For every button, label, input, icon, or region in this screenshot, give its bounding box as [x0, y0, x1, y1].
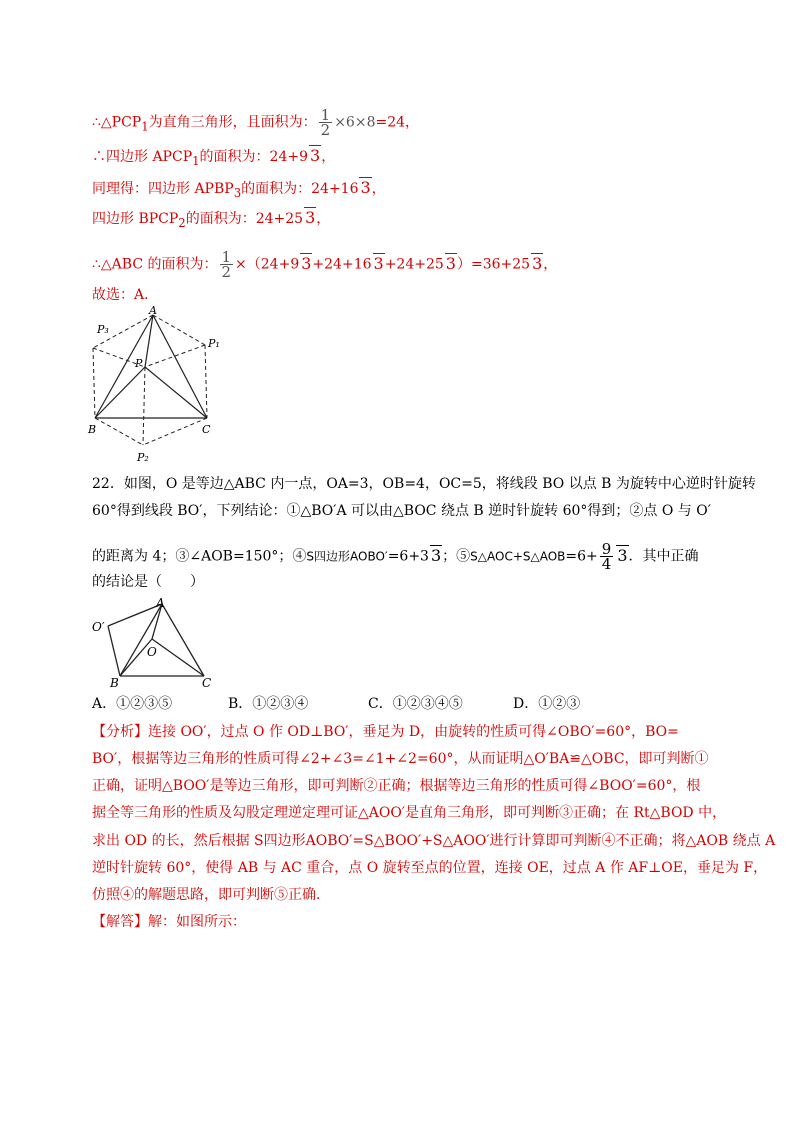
analysis-line-7: 仿照④的解题思路，即可判断⑤正确． — [92, 887, 330, 903]
text: 的面积为：24+16 — [241, 181, 359, 197]
problem-22-line-1: 22．如图，O 是等边△ABC 内一点，OA=3，OB=4，OC=5，将线段 BO 以点 B 为旋转中心逆时针旋转 — [92, 476, 756, 492]
analysis-line-4: 据全等三角形的性质及勾股定理逆定理可证△AOO′是直角三角形，即可判断③正确；在 Rt△BOD 中， — [92, 805, 727, 821]
subscript: 2 — [178, 215, 186, 230]
text: 四边形 BPCP — [92, 211, 179, 227]
analysis-line-1: 【分析】连接 OO′，过点 O 作 OD⊥BO′，垂足为 D，由旋转的性质可得∠OBO′=60°，BO= — [92, 724, 679, 740]
edge-OpA — [108, 604, 162, 626]
text: 的面积为：24+25 — [185, 211, 304, 227]
dash-C-P2 — [143, 418, 207, 445]
label-C: C — [202, 423, 211, 436]
option-D[interactable]: D．①②③ — [513, 696, 581, 712]
radical: 3 — [532, 253, 543, 273]
numerator: 9 — [601, 540, 612, 558]
label-A: A — [149, 305, 157, 317]
label-A: A — [156, 596, 165, 610]
numerator: 1 — [221, 248, 232, 266]
fraction — [220, 250, 234, 279]
denominator: 2 — [221, 263, 232, 281]
label-P2: P₂ — [137, 451, 149, 464]
denominator: 4 — [601, 555, 612, 573]
solution-line-1 — [92, 108, 419, 138]
analysis-line-5: 求出 OD 的长，然后根据 S四边形AOBO′=S△BOO′+S△AOO′进行计算即可判断④不正确；将△AOB 绕点 A — [92, 833, 776, 849]
fraction — [600, 542, 614, 571]
option-B[interactable]: B．①②③④ — [228, 696, 309, 712]
edge-PC — [145, 367, 207, 418]
problem-22-line-4: 的结论是（ ） — [92, 574, 204, 590]
radical: 3 — [360, 178, 371, 197]
text: ．其中正确 — [628, 548, 699, 565]
figure-2 — [90, 594, 230, 689]
solution-line-4 — [92, 207, 330, 233]
radical: 3 — [310, 146, 321, 165]
problem-22-line-2: 60°得到线段 BO′，下列结论：①△BO′A 可以由△BOC 绕点 B 逆时针旋转 60°得到；②点 O 与 O′ — [92, 503, 711, 519]
edge-OC — [152, 639, 204, 676]
text: 同理得：四边形 APBP — [92, 181, 234, 197]
expression: ×6×8 — [334, 114, 376, 131]
text: ， — [321, 149, 336, 165]
analysis-line-3: 正确，证明△BOO′是等边三角形，即可判断②正确；根据等边三角形的性质可得∠BOO′=60°，根 — [92, 778, 701, 794]
label-O: O — [147, 645, 157, 659]
subscript: 1 — [192, 153, 200, 168]
text: ， — [316, 211, 331, 227]
formula-s1: S四边形AOBO′ — [306, 549, 388, 564]
fraction — [319, 108, 333, 137]
text: ∴四边形 APCP — [92, 149, 193, 165]
edge-AB — [120, 604, 162, 676]
numerator: 1 — [320, 106, 331, 124]
analysis-line-8: 【解答】解：如图所示： — [92, 914, 246, 930]
label-B: B — [88, 423, 97, 436]
label-P3: P₃ — [97, 323, 109, 336]
text: =6+3 — [387, 548, 429, 565]
radical: 3 — [373, 253, 384, 273]
text: 为直角三角形，且面积为： — [148, 114, 317, 131]
radical: 3 — [301, 253, 312, 273]
label-B: B — [110, 676, 119, 689]
text: ∴△PCP — [92, 114, 142, 131]
text: +24+25 — [384, 256, 444, 273]
text: ， — [371, 181, 386, 197]
text: ×（24+9 — [235, 256, 300, 273]
label-Op: O′ — [92, 620, 105, 634]
result: =24， — [375, 114, 420, 131]
text: =6+ — [565, 548, 598, 565]
formula-s2: S△AOC+S△AOB — [470, 549, 566, 564]
analysis-line-6: 逆时针旋转 60°，使得 AB 与 AC 重合，点 O 旋转至点的位置，连接 OE，过点 A 作 AF⊥OE，垂足为 F， — [92, 860, 768, 876]
problem-22-line-3 — [92, 542, 699, 576]
denominator: 2 — [320, 121, 331, 139]
subscript: 3 — [233, 185, 242, 200]
dash-P1-C — [205, 345, 207, 418]
dash-P-P2 — [143, 367, 145, 445]
option-C[interactable]: C．①②③④⑤ — [368, 696, 463, 712]
text: ）=36+25 — [456, 256, 531, 273]
text: 的距离为 4；③∠AOB=150°；④ — [92, 548, 307, 565]
analysis-line-2: BO′，根据等边三角形的性质可得∠2+∠3=∠1+∠2=60°，从而证明△O′BA≌△OBC，即可判断① — [92, 751, 709, 767]
label-P1: P₁ — [208, 337, 220, 350]
edge-AC — [162, 604, 204, 676]
figure-1 — [85, 305, 235, 465]
radical: 3 — [305, 208, 316, 227]
solution-line-5 — [92, 250, 557, 279]
radical: 3 — [617, 545, 628, 565]
text: ∴△ABC 的面积为： — [92, 256, 218, 273]
solution-line-2 — [92, 145, 335, 171]
dash-B-P2 — [95, 418, 143, 445]
solution-line-6: 故选：A． — [92, 287, 159, 303]
solution-line-3 — [92, 177, 386, 203]
label-C: C — [202, 676, 212, 689]
text: +24+16 — [312, 256, 372, 273]
text: 的面积为：24+9 — [199, 149, 308, 165]
dash-P1-P — [145, 345, 205, 367]
edge-OpB — [108, 626, 120, 676]
text: ， — [543, 256, 558, 273]
radical: 3 — [445, 253, 456, 273]
option-A[interactable]: A．①②③⑤ — [92, 696, 173, 712]
dash-P3-B — [93, 348, 95, 418]
subscript: 1 — [141, 119, 149, 134]
radical: 3 — [430, 545, 442, 565]
label-P: P — [135, 357, 143, 370]
text: ；⑤ — [442, 548, 471, 565]
